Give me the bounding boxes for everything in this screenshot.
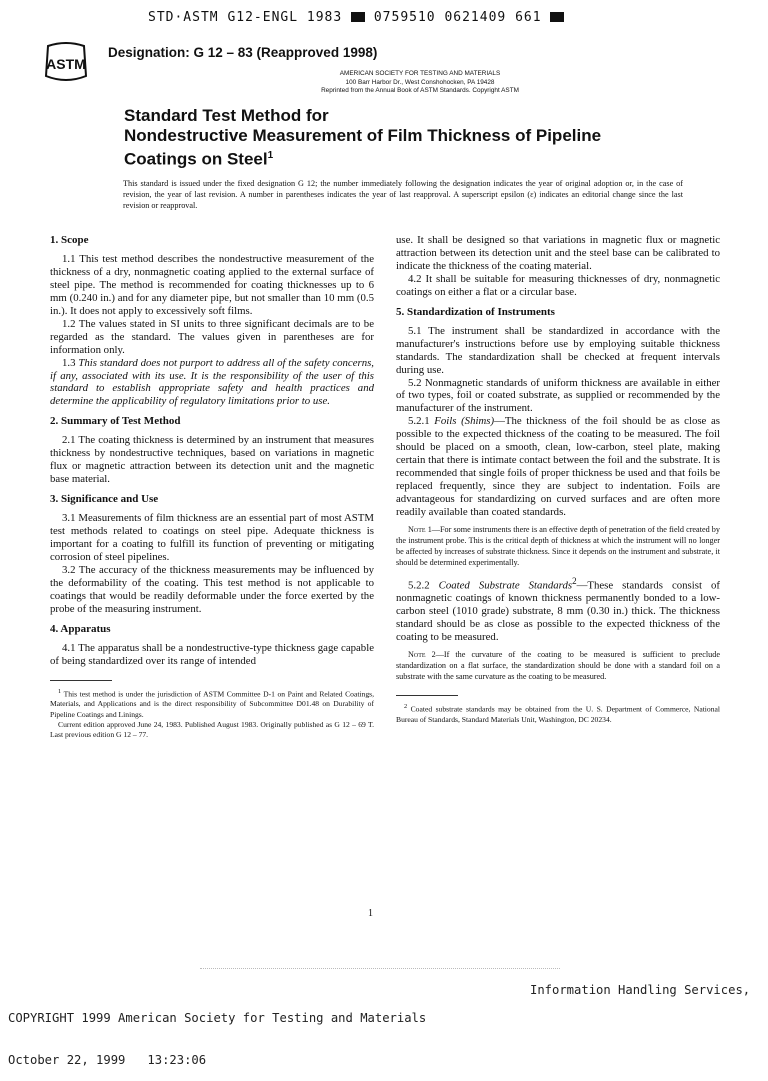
barcode-block bbox=[351, 12, 365, 22]
document-title bbox=[124, 106, 744, 170]
footnotes bbox=[50, 687, 374, 741]
publisher-address: 100 Barr Harbor Dr., West Conshohocken, PA 19428 bbox=[345, 78, 495, 86]
section-heading: 4. Apparatus bbox=[50, 622, 111, 635]
title-line: Standard Test Method for bbox=[124, 106, 329, 125]
paragraph: 4.1 The apparatus shall be a nondestructive-type thickness gage capable of being standardized over its range of intended bbox=[50, 641, 374, 667]
footnote: Current edition approved June 24, 1983. Published August 1983. Originally published as G 12 – 69 T. Last previous edition G 12 – 77. bbox=[50, 720, 374, 740]
logo-text: ASTM bbox=[46, 56, 86, 72]
paragraph: 2.1 The coating thickness is determined by an instrument that measures thickness by nondestructive techniques, based on variations in magnetic flux or magnetic attraction between its detection unit and the magnetic base material. bbox=[50, 434, 374, 486]
document-code-number: 0759510 0621409 661 bbox=[373, 10, 542, 25]
provider-footer: Information Handling Services, bbox=[530, 983, 751, 997]
intro-paragraph: This standard is issued under the fixed designation G 12; the number immediately following the designation indicates the year of original adoption or, in the case of revision, the year of last revision. A number in parentheses indicates the year of last reapproval. A superscript epsilon (ε) indicates an editorial change since the last revision or reapproval. bbox=[123, 179, 683, 211]
copyright-line: COPYRIGHT 1999 American Society for Testing and Materials bbox=[8, 1011, 427, 1025]
note: Note 1—For some instruments there is an effective depth of penetration of the field created by the instrument probe. This is the critical depth of thickness at which the instrument will no longer be affected by increases of substrate thickness. Since it depends on the instrument and substrate, it should be determined experimentally. bbox=[396, 525, 720, 567]
footnote-divider bbox=[396, 695, 458, 696]
note: Note 2—If the curvature of the coating to be measured is sufficient to preclude standardization on a flat surface, the standardization should be done with a standard foil on a substrate with the same curvature as the coating to be measured. bbox=[396, 650, 720, 681]
barcode-block bbox=[550, 12, 564, 22]
publisher-info bbox=[240, 70, 600, 96]
section-heading: 2. Summary of Test Method bbox=[50, 415, 181, 428]
publisher-name: AMERICAN SOCIETY FOR TESTING AND MATERIALS bbox=[339, 70, 501, 77]
title-line: Coatings on Steel$^1$ bbox=[124, 149, 274, 169]
footnotes bbox=[396, 702, 720, 725]
right-column bbox=[396, 234, 720, 725]
title-footnote-ref: 1 bbox=[267, 150, 274, 161]
paragraph: 5.1 The instrument shall be standardized in accordance with the manufacturer's instructions before use by employing suitable thickness standards. The standardization shall be checked at frequent intervals during use. bbox=[396, 324, 720, 376]
astm-logo bbox=[40, 42, 92, 82]
footnote-divider bbox=[50, 680, 112, 681]
document-code-header bbox=[148, 10, 564, 25]
paragraph: 5.2.2 Coated Substrate Standards$^2$—These standards consist of nonmagnetic coatings of known thickness permanently bonded to a low-carbon steel (1010 grade) substrate, 8 mm (0.30 in.) thick. The thickness standard should be as close as possible to the expected thickness of the coating to be measured. bbox=[396, 575, 720, 644]
page-number: 1 bbox=[368, 908, 373, 919]
paragraph: 5.2.1 Foils (Shims)—The thickness of the foil should be as close as possible to the expected thickness of the coating to be measured. The foil should be placed on a smooth, clean, low-carbon, steel plate, making certain that there is intimate contact between the foil and the substrate. It is recommended that single foils of proper thickness be used and that foils be replaced frequently, since they are subject to indentation. Foils are advantageous for standardizing on curved surfaces and are often more readily available than coated standards. bbox=[396, 415, 720, 519]
paragraph: 1.3 This standard does not purport to address all of the safety concerns, if any, associated with its use. It is the responsibility of the user of this standard to establish appropriate safety and health practices and determine the applicability of regulatory limitations prior to use. bbox=[50, 356, 374, 408]
title-line: Nondestructive Measurement of Film Thickness of Pipeline bbox=[124, 126, 602, 145]
paragraph: 1.2 The values stated in SI units to three significant decimals are to be regarded as the standard. The values given in parentheses are for information only. bbox=[50, 317, 374, 356]
designation: Designation: G 12 – 83 (Reapproved 1998) bbox=[108, 45, 378, 60]
paragraph: 1.1 This test method describes the nondestructive measurement of the thickness of a dry, nonmagnetic coating applied to the external surface of steel pipe. The method is recommended for coating thicknesses up to 6 mm (0.240 in.) and for any diameter pipe, but not smaller than 10 mm (0.5 in.). It does not apply to excessively soft films. bbox=[50, 252, 374, 317]
scan-divider bbox=[200, 968, 560, 969]
left-column bbox=[50, 234, 374, 741]
section-heading: 5. Standardization of Instruments bbox=[396, 305, 555, 318]
paragraph: 3.1 Measurements of film thickness are an essential part of most ASTM test methods related to coatings on steel pipe. Adequate thickness is important for a coating to fulfill its function of preventing or mitigating corrosion of steel pipelines. bbox=[50, 512, 374, 563]
section-heading: 3. Significance and Use bbox=[50, 493, 159, 506]
paragraph: 5.2 Nonmagnetic standards of uniform thickness are available in either of two types, foil or coated substrate, as supplied or recommended by the manufacturer of the instrument. bbox=[396, 376, 720, 415]
timestamp-line: October 22, 1999 13:23:06 bbox=[8, 1053, 207, 1067]
paragraph: use. It shall be designed so that variations in magnetic flux or magnetic attraction between its detection unit and the steel base can be calibrated to indicate the thickness of the coating material. bbox=[396, 234, 720, 272]
publisher-reprint: Reprinted from the Annual Book of ASTM Standards. Copyright ASTM bbox=[321, 87, 519, 95]
footnote: $^1$ This test method is under the jurisdiction of ASTM Committee D-1 on Paint and Related Coatings, Materials, and Applications and is the direct responsibility of Subcommittee D01.48 on Durability of Pipeline Coatings and Linings. bbox=[50, 687, 374, 719]
copyright-footer bbox=[8, 983, 426, 1081]
footnote: $^2$ Coated substrate standards may be obtained from the U. S. Department of Commerce, National Bureau of Standards, Standard Materials Unit, Washington, DC 20234. bbox=[396, 702, 720, 724]
paragraph: 3.2 The accuracy of the thickness measurements may be influenced by the deformability of the coating. This test method is not applicable to coatings that would be readily deformable under the force exerted by the probe of the measuring instrument. bbox=[50, 563, 374, 615]
paragraph: 4.2 It shall be suitable for measuring thicknesses of dry, nonmagnetic coatings on either a flat or a circular base. bbox=[396, 272, 720, 298]
document-code: STD·ASTM G12-ENGL 1983 bbox=[148, 10, 343, 25]
section-heading: 1. Scope bbox=[50, 234, 89, 246]
